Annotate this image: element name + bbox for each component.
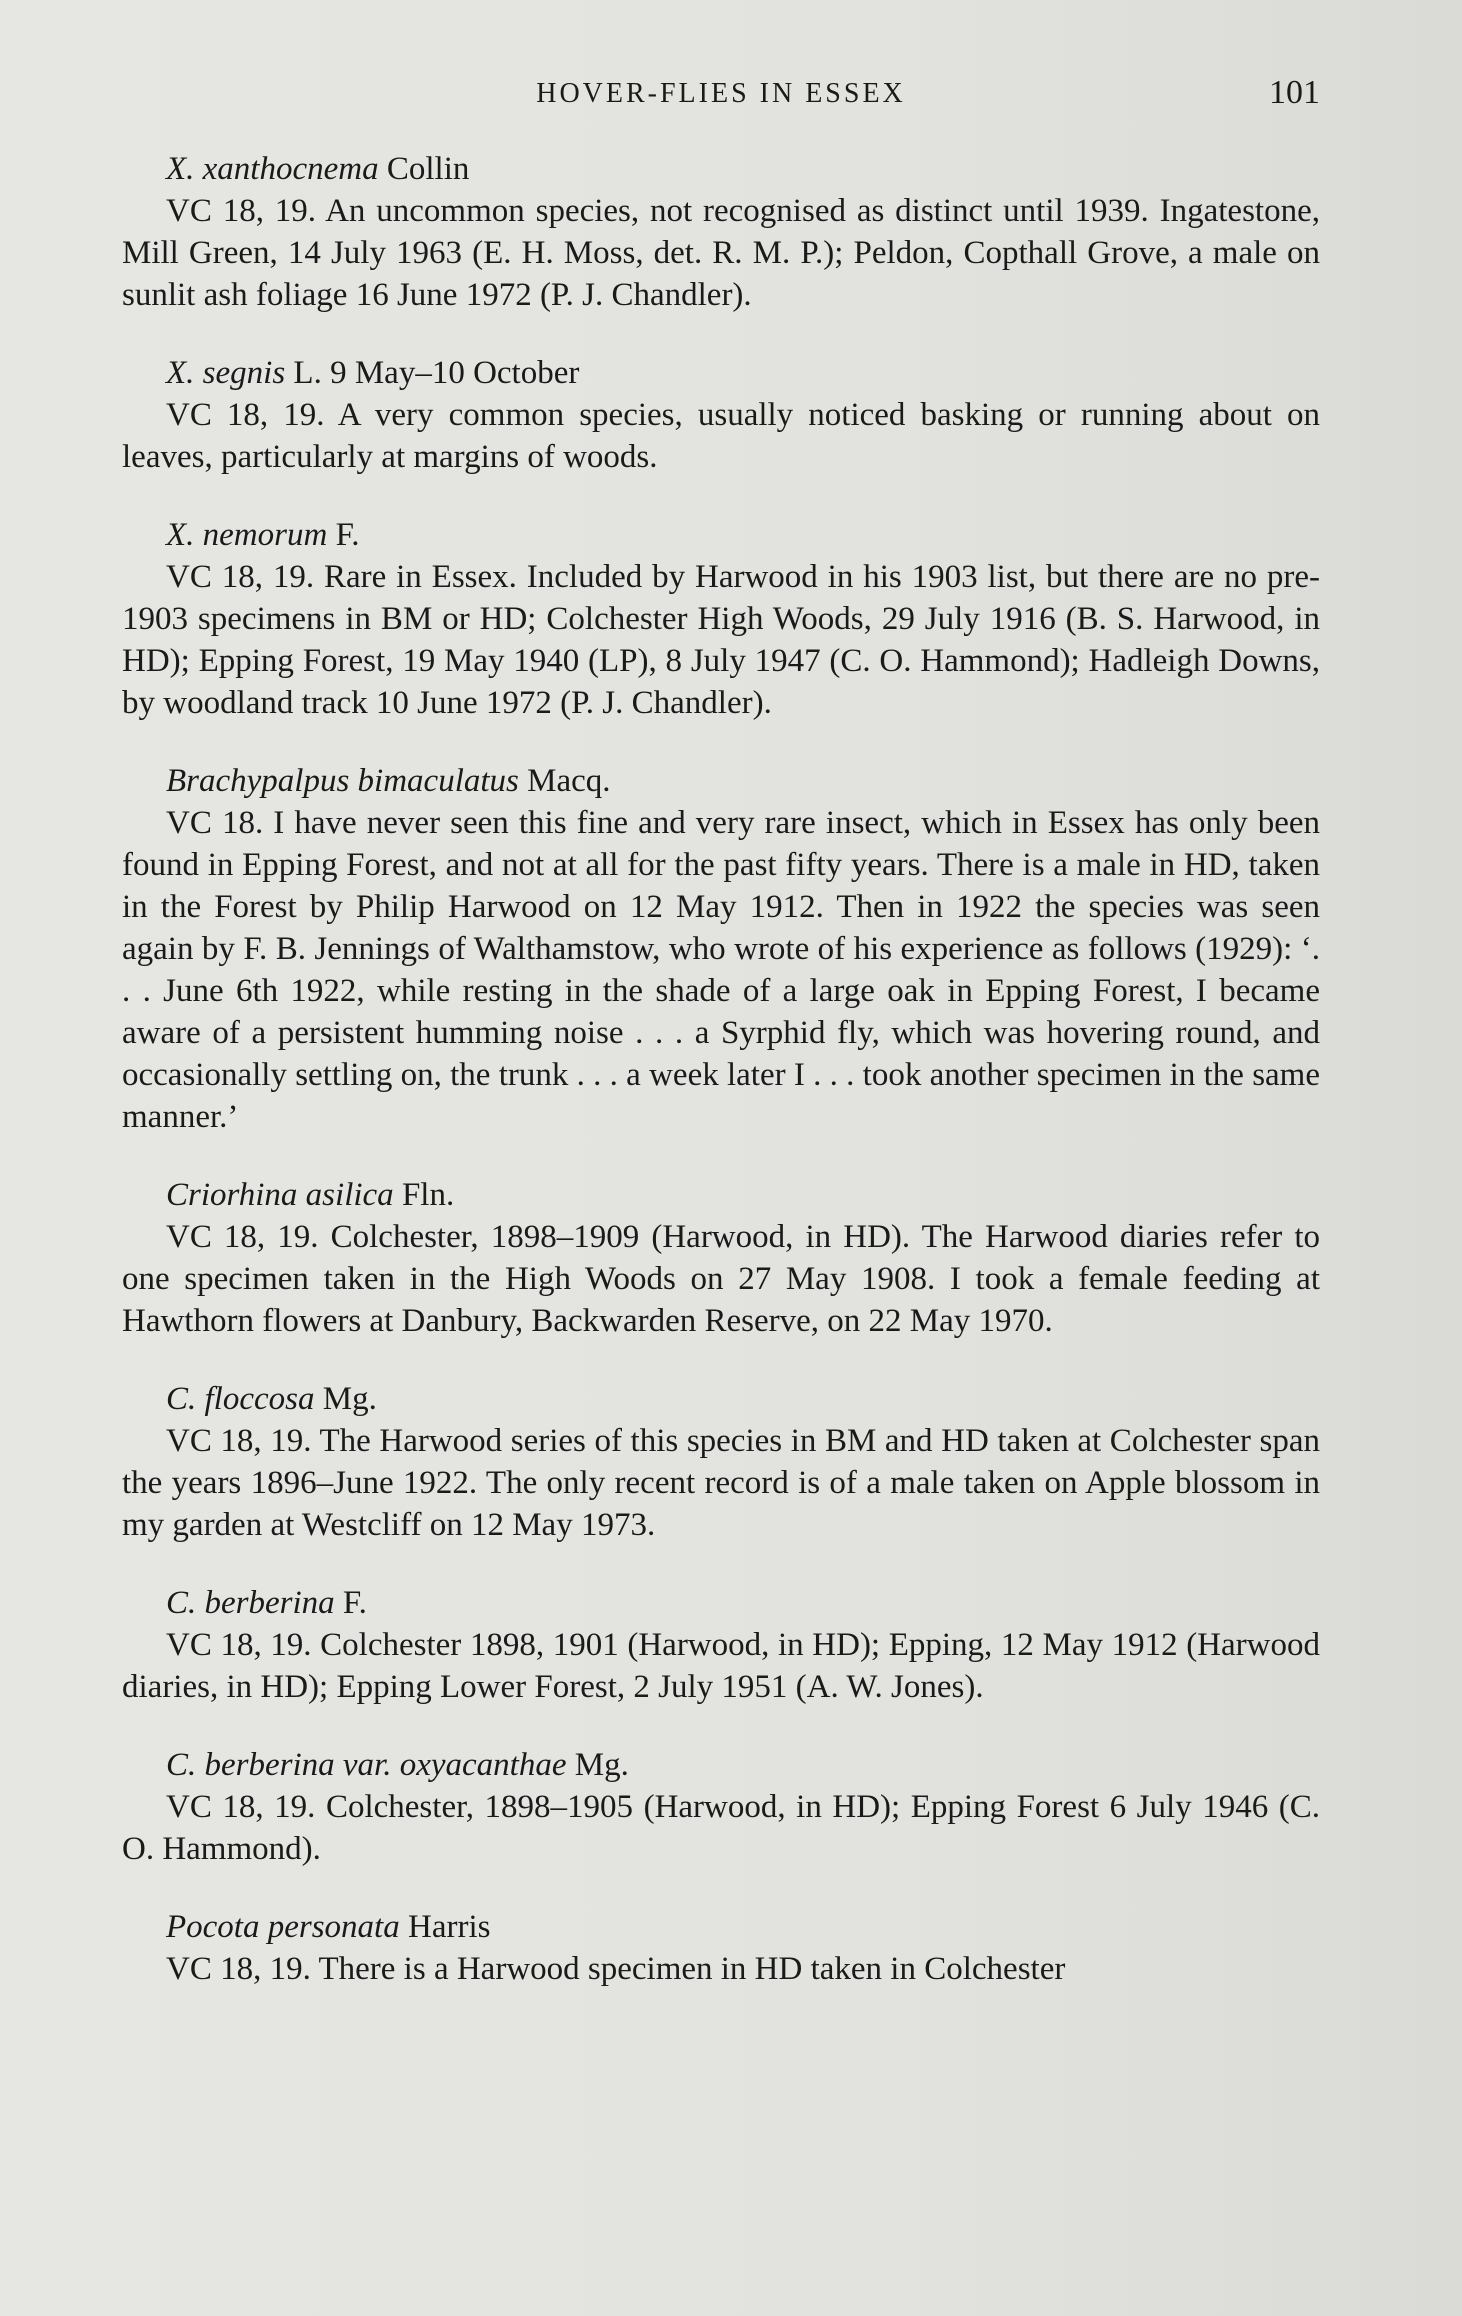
- running-title: HOVER-FLIES IN ESSEX: [536, 78, 906, 109]
- species-author: Macq.: [527, 763, 611, 799]
- species-author: Collin: [386, 151, 470, 187]
- species-entry: [122, 760, 1320, 1138]
- species-entry: [122, 148, 1320, 316]
- species-entry: [122, 1582, 1320, 1708]
- species-author: F.: [335, 517, 360, 553]
- species-record-text: VC 18, 19. Colchester, 1898–1905 (Harwood, in HD); Epping Forest 6 July 1946 (C. O. Hammond).: [122, 1789, 1320, 1867]
- species-author: Mg.: [574, 1747, 629, 1783]
- page-header: [122, 74, 1320, 114]
- species-record-text: VC 18, 19. Colchester 1898, 1901 (Harwood, in HD); Epping, 12 May 1912 (Harwood diaries, in HD); Epping Lower Forest, 2 July 1951 (A. W. Jones).: [122, 1627, 1320, 1705]
- species-heading: [122, 1378, 1320, 1420]
- species-heading: [122, 1174, 1320, 1216]
- species-name: X. nemorum: [166, 517, 328, 553]
- species-entry: [122, 1744, 1320, 1870]
- page-body: [122, 148, 1320, 2026]
- species-author: F.: [342, 1585, 367, 1621]
- species-entry: [122, 514, 1320, 724]
- species-author: Harris: [407, 1909, 491, 1945]
- species-author: Mg.: [322, 1381, 377, 1417]
- species-name: Criorhina asilica: [166, 1177, 394, 1213]
- species-heading: [122, 1906, 1320, 1948]
- species-record-text: VC 18, 19. An uncommon species, not recognised as distinct until 1939. Ingatestone, Mill Green, 14 July 1963 (E. H. Moss, det. R. M. P.); Peldon, Copthall Grove, a male on sunlit ash foliage 16 June 1972 (P. J. Chandler).: [122, 193, 1320, 313]
- species-author: L. 9 May–10 October: [293, 355, 580, 391]
- species-entry: [122, 1906, 1320, 1990]
- species-record-text: VC 18, 19. Colchester, 1898–1909 (Harwood, in HD). The Harwood diaries refer to one specimen taken in the High Woods on 27 May 1908. I took a female feeding at Hawthorn flowers at Danbury, Backwarden Reserve, on 22 May 1970.: [122, 1219, 1320, 1339]
- species-record-text: VC 18, 19. Rare in Essex. Included by Harwood in his 1903 list, but there are no pre-1903 specimens in BM or HD; Colchester High Woods, 29 July 1916 (B. S. Harwood, in HD); Epping Forest, 19 May 1940 (LP), 8 July 1947 (C. O. Hammond); Hadleigh Downs, by woodland track 10 June 1972 (P. J. Chandler).: [122, 559, 1320, 721]
- species-name: C. berberina var. oxyacanthae: [166, 1747, 567, 1783]
- species-name: Pocota personata: [166, 1909, 400, 1945]
- species-entry: [122, 352, 1320, 478]
- species-heading: [122, 1744, 1320, 1786]
- page-number: 101: [1269, 74, 1320, 111]
- species-record-text: VC 18. I have never seen this fine and very rare insect, which in Essex has only been found in Epping Forest, and not at all for the past fifty years. There is a male in HD, taken in the Forest by Philip Harwood on 12 May 1912. Then in 1922 the species was seen again by F. B. Jennings of Walthamstow, who wrote of his experience as follows (1929): ‘. . . June 6th 1922, while resting in the shade of a large oak in Epping Forest, I became aware of a persistent humming noise . . . a Syrphid fly, which was hovering round, and occasionally settling on, the trunk . . . a week later I . . . took another specimen in the same manner.’: [122, 805, 1320, 1135]
- species-heading: [122, 1582, 1320, 1624]
- species-record-text: VC 18, 19. A very common species, usually noticed basking or running about on leaves, particularly at margins of woods.: [122, 397, 1320, 475]
- species-heading: [122, 148, 1320, 190]
- species-heading: [122, 514, 1320, 556]
- species-record-text: VC 18, 19. The Harwood series of this species in BM and HD taken at Colchester span the years 1896–June 1922. The only recent record is of a male taken on Apple blossom in my garden at Westcliff on 12 May 1973.: [122, 1423, 1320, 1543]
- species-heading: [122, 760, 1320, 802]
- species-name: Brachypalpus bimaculatus: [166, 763, 519, 799]
- species-name: X. xanthocnema: [166, 151, 379, 187]
- species-name: C. berberina: [166, 1585, 335, 1621]
- species-entry: [122, 1378, 1320, 1546]
- species-name: C. floccosa: [166, 1381, 315, 1417]
- species-entry: [122, 1174, 1320, 1342]
- species-record-text: VC 18, 19. There is a Harwood specimen in HD taken in Colchester: [166, 1951, 1066, 1987]
- species-author: Fln.: [401, 1177, 455, 1213]
- species-name: X. segnis: [166, 355, 286, 391]
- species-heading: [122, 352, 1320, 394]
